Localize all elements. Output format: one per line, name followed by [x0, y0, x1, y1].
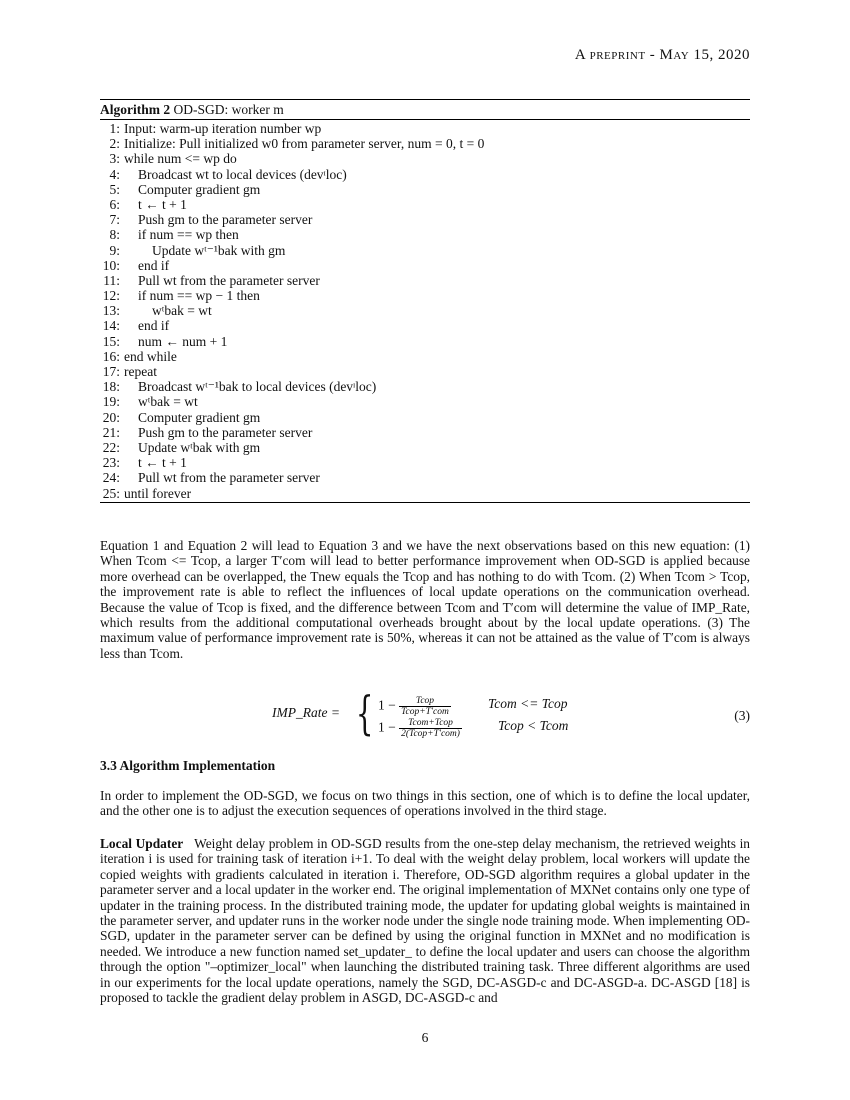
algorithm-line	[100, 121, 750, 136]
line-number: 24:	[102, 470, 120, 486]
line-text: while num <= wp do	[124, 151, 237, 167]
paragraph-observations: Equation 1 and Equation 2 will lead to Equation 3 and we have the next observations based on this new equation: (1) When Tcom <= Tcop, a larger T′com will lead to better performance improvement when OD-SGD is applied because more overhead can be overlapped, the Tnew equals the Tcop and has nothing to do with Tcom. (2) When Tcom > Tcop, the improvement rate is able to reflect the influences of local update operations on the communication overhead. Because the value of Tcop is fixed, and the difference between Tcom and T′com will determine the value of IMP_Rate, which results from the additional computational overheads brought about by the local update operations. (3) The maximum value of performance improvement rate is 50%, whereas it can not be attained as the value of T′com is always less than Tcom.	[100, 538, 750, 661]
line-number: 9:	[109, 242, 120, 258]
equation-number: (3)	[734, 708, 750, 723]
line-number: 1:	[109, 121, 120, 136]
line-text: repeat	[124, 364, 157, 379]
line-number: 3:	[109, 151, 120, 167]
case2-denominator: 2(Tcop+T′com)	[401, 729, 460, 739]
line-number: 6:	[109, 196, 120, 212]
line-number: 23:	[102, 455, 120, 471]
case1-numerator: Tcop	[399, 696, 451, 707]
case2-fraction	[399, 718, 462, 739]
line-number: 20:	[102, 409, 120, 425]
line-text: t ← t + 1	[138, 455, 187, 471]
section-heading: 3.3 Algorithm Implementation	[100, 758, 276, 773]
line-text: Initialize: Pull initialized w0 from parameter server, num = 0, t = 0	[124, 136, 485, 152]
algorithm-line	[100, 318, 750, 333]
line-number: 18:	[102, 379, 120, 395]
line-text: Broadcast wᵗ⁻¹bak to local devices (devᶦloc)	[138, 379, 377, 395]
line-number: 11:	[103, 272, 120, 288]
line-number: 17:	[102, 364, 120, 379]
line-text: end while	[124, 348, 177, 364]
algorithm-line	[100, 379, 750, 394]
line-text: Push gm to the parameter server	[138, 424, 313, 440]
line-text: num ← num + 1	[138, 333, 228, 349]
case1-prefix: 1 −	[378, 697, 396, 713]
equation-brace: {	[355, 686, 374, 740]
equation-case1-condition: Tcom <= Tcop	[488, 696, 568, 711]
line-text: Broadcast wt to local devices (devᶦloc)	[138, 166, 347, 182]
paragraph-local-updater	[100, 836, 750, 1005]
line-text: wᵗbak = wt	[138, 394, 198, 410]
line-number: 16:	[102, 348, 120, 364]
algorithm-lines	[100, 120, 750, 503]
algorithm-line	[100, 334, 750, 349]
line-text: Computer gradient gm	[138, 181, 261, 197]
line-text: if num == wp then	[138, 227, 239, 243]
line-text: Pull wt from the parameter server	[138, 470, 320, 486]
algorithm-label: Algorithm 2	[100, 102, 171, 117]
line-text: end if	[138, 257, 170, 273]
algorithm-line	[100, 136, 750, 151]
equation-3	[100, 686, 750, 740]
line-text: Input: warm-up iteration number wp	[124, 121, 322, 136]
local-updater-body: Weight delay problem in OD-SGD results from the one-step delay mechanism, the retrieved weights in iteration i is used for training task of iteration i+1. To deal with the weight delay problem, local workers will update the copied weights with gradients calculated in iteration i. Therefore, OD-SGD algorithm requires a global updater in the parameter server and a local updater in the worker end. The original implementation of MXNet contains only one type of updater in the training process. In the distributed training mode, the updater for updating global weights is maintained in the parameter server, and updater runs in the worker node under the single node training mode. When implementing OD-SGD, updater in the parameter server can be defined by using the original function in MXNet and no modification is needed. We introduce a new function named set_updater_ to define the local updater and users can choose the algorithm through the option "–optimizer_local" when launching the distributed training task. Three different algorithms are used in our experiments for the local update operations, namely the SGD, DC-ASGD-c and DC-ASGD-a. DC-ASGD [18] is proposed to tackle the gradient delay problem in ASGD, DC-ASGD-c and	[100, 836, 751, 1006]
algorithm-line	[100, 151, 750, 166]
algorithm-line	[100, 394, 750, 409]
line-number: 10:	[102, 257, 120, 273]
line-number: 14:	[102, 318, 120, 334]
running-header: A preprint - May 15, 2020	[574, 47, 750, 63]
algorithm-line	[100, 227, 750, 242]
line-number: 8:	[109, 227, 120, 243]
algorithm-line	[100, 167, 750, 182]
line-number: 19:	[102, 394, 120, 410]
algorithm-line	[100, 197, 750, 212]
line-number: 13:	[102, 303, 120, 319]
paragraph-implementation: In order to implement the OD-SGD, we focus on two things in this section, one of which is to define the local updater, and the other one is to adjust the execution sequences of operations involved in the third stage.	[100, 788, 750, 819]
line-text: if num == wp − 1 then	[138, 288, 260, 304]
case2-prefix: 1 −	[378, 719, 396, 735]
case1-denominator: Tcop+T′com	[401, 707, 449, 717]
equation-lhs: IMP_Rate =	[272, 705, 340, 720]
line-text: Pull wt from the parameter server	[138, 272, 320, 288]
case1-fraction	[399, 696, 451, 717]
algorithm-line	[100, 212, 750, 227]
line-number: 2:	[109, 136, 120, 152]
algorithm-line	[100, 273, 750, 288]
line-text: until forever	[124, 485, 192, 501]
algorithm-line	[100, 470, 750, 485]
line-number: 12:	[102, 288, 120, 304]
algorithm-line	[100, 349, 750, 364]
line-number: 4:	[109, 166, 120, 182]
algorithm-caption: OD-SGD: worker m	[173, 102, 284, 117]
line-text: Update wᵗ⁻¹bak with gm	[152, 242, 286, 258]
algorithm-box	[100, 99, 750, 503]
line-text: end if	[138, 318, 170, 334]
line-number: 5:	[109, 181, 120, 197]
line-text: Update wᵗbak with gm	[138, 439, 261, 455]
equation-case2	[378, 718, 462, 739]
equation-case1	[378, 696, 451, 717]
line-number: 21:	[102, 424, 120, 440]
line-number: 25:	[102, 485, 120, 501]
line-number: 7:	[109, 212, 120, 228]
algorithm-line	[100, 182, 750, 197]
algorithm-line	[100, 243, 750, 258]
algorithm-line	[100, 410, 750, 425]
page-number: 6	[421, 1030, 429, 1045]
line-text: Computer gradient gm	[138, 409, 261, 425]
algorithm-line	[100, 486, 750, 501]
algorithm-line	[100, 425, 750, 440]
local-updater-heading: Local Updater	[100, 836, 184, 851]
algorithm-line	[100, 288, 750, 303]
line-text: t ← t + 1	[138, 196, 187, 212]
algorithm-line	[100, 364, 750, 379]
algorithm-line	[100, 455, 750, 470]
algorithm-title	[100, 99, 750, 120]
case2-numerator: Tcom+Tcop	[399, 718, 462, 729]
algorithm-line	[100, 440, 750, 455]
line-text: wᵗbak = wt	[152, 303, 212, 319]
equation-case2-condition: Tcop < Tcom	[498, 718, 569, 733]
algorithm-line	[100, 258, 750, 273]
line-text: Push gm to the parameter server	[138, 212, 313, 228]
line-number: 15:	[102, 333, 120, 349]
algorithm-line	[100, 303, 750, 318]
line-number: 22:	[102, 439, 120, 455]
